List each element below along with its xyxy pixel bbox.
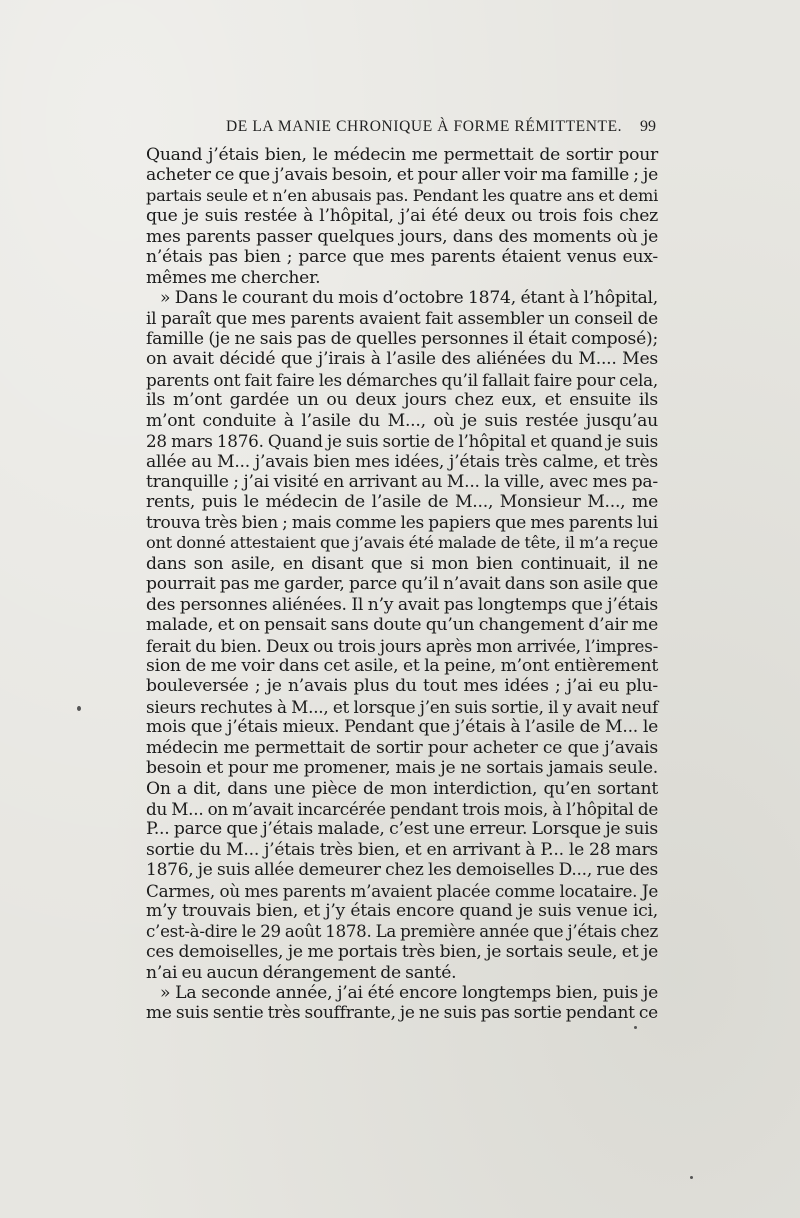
text-line: des personnes aliénées. Il n’y avait pas longtemps que j’étais bbox=[146, 594, 658, 615]
body-text bbox=[146, 145, 658, 1024]
text-line: mes parents passer quelques jours, dans des moments où je bbox=[146, 226, 658, 247]
text-line: trouva très bien ; mais comme les papiers que mes parents lui bbox=[146, 512, 658, 533]
text-line: Carmes, où mes parents m’avaient placée comme locataire. Je bbox=[146, 880, 658, 901]
text-line: bouleversée ; je n’avais plus du tout mes idées ; j’ai eu plu- bbox=[146, 676, 658, 697]
text-line: sion de me voir dans cet asile, et la peine, m’ont entièrement bbox=[146, 655, 658, 676]
text-line: ils m’ont gardée un ou deux jours chez eux, et ensuite ils bbox=[146, 390, 658, 411]
text-line: Quand j’étais bien, le médecin me permettait de sortir pour bbox=[146, 145, 658, 165]
text-line: sortie du M... j’étais très bien, et en arrivant à P... le 28 mars bbox=[146, 839, 658, 860]
text-line: P... parce que j’étais malade, c’est une erreur. Lorsque je suis bbox=[146, 819, 658, 840]
running-title: DE LA MANIE CHRONIQUE À FORME RÉMITTENTE. bbox=[226, 118, 623, 135]
text-line: sieurs rechutes à M..., et lorsque j’en suis sortie, il y avait neuf bbox=[146, 696, 658, 717]
text-line: il paraît que mes parents avaient fait assembler un conseil de bbox=[146, 308, 658, 329]
page-number: 99 bbox=[640, 118, 656, 135]
text-line: m’ont conduite à l’asile du M..., où je suis restée jusqu’au bbox=[146, 410, 658, 431]
text-line: » La seconde année, j’ai été encore longtemps bien, puis je bbox=[160, 982, 658, 1003]
text-line: ces demoiselles, je me portais très bien, je sortais seule, et je bbox=[146, 942, 658, 963]
text-line: on avait décidé que j’irais à l’asile des aliénées du M.... Mes bbox=[146, 349, 658, 370]
text-line: allée au M... j’avais bien mes idées, j’étais très calme, et très bbox=[146, 451, 658, 472]
text-line: mêmes me chercher. bbox=[146, 267, 321, 288]
text-line: me suis sentie très souffrante, je ne suis pas sortie pendant ce bbox=[146, 1003, 658, 1024]
text-line: 28 mars 1876. Quand je suis sortie de l’hôpital et quand je suis bbox=[146, 431, 658, 452]
text-line: acheter ce que j’avais besoin, et pour aller voir ma famille ; je bbox=[146, 165, 658, 186]
text-line: que je suis restée à l’hôpital, j’ai été deux ou trois fois chez bbox=[146, 206, 658, 227]
text-line: 1876, je suis allée demeurer chez les demoiselles D..., rue des bbox=[146, 860, 658, 881]
text-line: tranquille ; j’ai visité en arrivant au M... la ville, avec mes pa- bbox=[146, 472, 658, 492]
text-line: pourrait pas me garder, parce qu’il n’avait dans son asile que bbox=[146, 574, 658, 595]
text-line: n’ai eu aucun dérangement de santé. bbox=[146, 962, 457, 983]
text-line: m’y trouvais bien, et j’y étais encore quand je suis venue ici, bbox=[146, 901, 658, 922]
text-line: mois que j’étais mieux. Pendant que j’étais à l’asile de M... le bbox=[146, 717, 658, 738]
text-line: partais seule et n’en abusais pas. Pendant les quatre ans et demi bbox=[146, 185, 658, 205]
text-line: ferait du bien. Deux ou trois jours après mon arrivée, l’impres- bbox=[146, 635, 658, 656]
text-line: malade, et on pensait sans doute qu’un changement d’air me bbox=[146, 615, 658, 636]
text-line: n’étais pas bien ; parce que mes parents étaient venus eux- bbox=[146, 247, 658, 268]
text-line: parents ont fait faire les démarches qu’il fallait faire pour cela, bbox=[146, 369, 658, 390]
text-line: famille (je ne sais pas de quelles personnes il était composé); bbox=[146, 328, 658, 349]
running-head bbox=[146, 114, 660, 138]
text-line: médecin me permettait de sortir pour acheter ce que j’avais bbox=[146, 737, 658, 758]
text-line: ont donné attestaient que j’avais été malade de tête, il m’a reçue bbox=[146, 533, 658, 553]
text-line: du M... on m’avait incarcérée pendant trois mois, à l’hôpital de bbox=[146, 799, 658, 819]
text-line: c’est-à-dire le 29 août 1878. La première année que j’étais chez bbox=[146, 921, 658, 941]
text-line: rents, puis le médecin de l’asile de M..., Monsieur M..., me bbox=[146, 492, 658, 513]
text-line: » Dans le courant du mois d’octobre 1874, étant à l’hôpital, bbox=[160, 288, 658, 309]
text-line: besoin et pour me promener, mais je ne sortais jamais seule. bbox=[146, 758, 658, 779]
text-line: On a dit, dans une pièce de mon interdiction, qu’en sortant bbox=[146, 778, 658, 799]
text-line: dans son asile, en disant que si mon bien continuait, il ne bbox=[146, 553, 658, 574]
paper-speck bbox=[634, 1026, 637, 1029]
paper-speck bbox=[77, 706, 81, 711]
paper-speck bbox=[690, 1176, 693, 1179]
